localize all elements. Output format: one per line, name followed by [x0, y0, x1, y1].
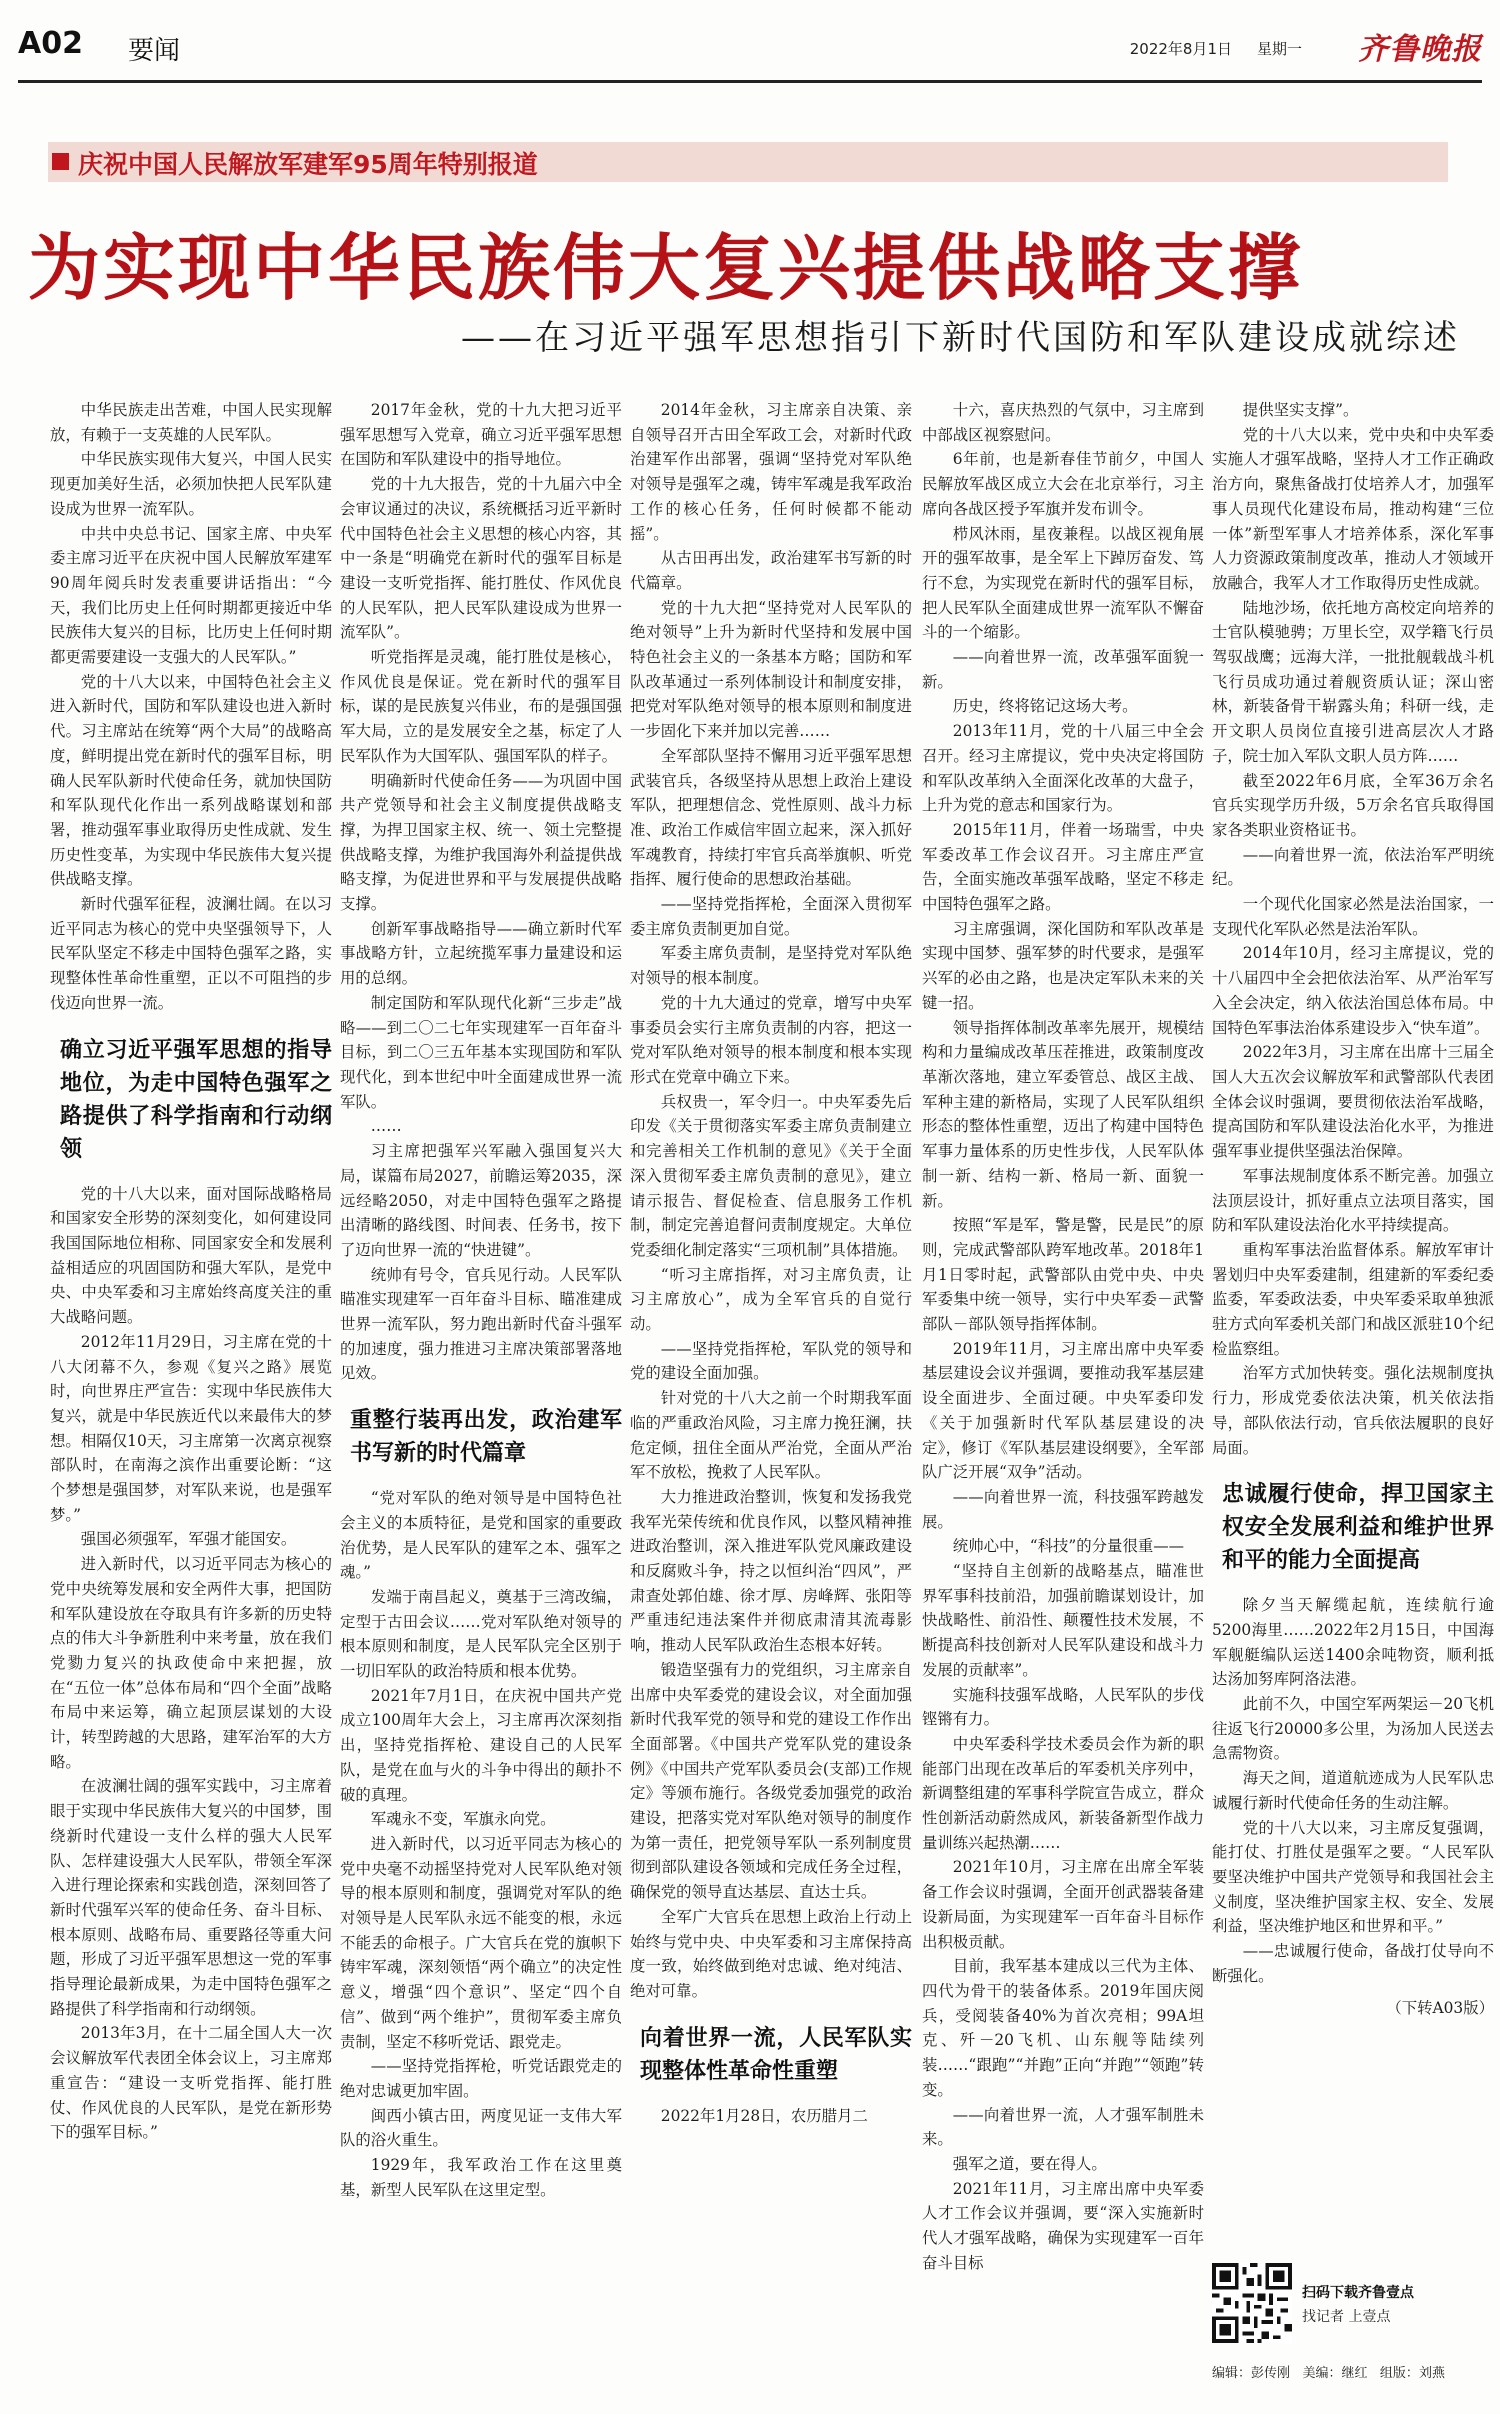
issue-date: 2022年8月1日 [1129, 40, 1232, 58]
section-heading: 向着世界一流，人民军队实现整体性革命性重塑 [640, 2024, 912, 2084]
paragraph: ——向着世界一流，改革强军面貌一新。 [922, 648, 1204, 691]
paragraph: 1929年，我军政治工作在这里奠基，新型人民军队在这里定型。 [340, 2156, 622, 2199]
paragraph: 2019年11月，习主席出席中央军委基层建设会议并强调，要推动我军基层建设全面进步、全面过硬。中央军委印发《关于加强新时代军队基层建设的决定》，修订《军队基层建设纲要》，全军部队广泛开展“双争”活动。 [922, 1339, 1204, 1482]
paragraph: 2017年金秋，党的十九大把习近平强军思想写入党章，确立习近平强军思想在国防和军队建设中的指导地位。 [340, 401, 622, 469]
paragraph: 全军部队坚持不懈用习近平强军思想武装官兵，各级坚持从思想上政治上建设军队，把理想信念、党性原则、战斗力标准、政治工作威信牢固立起来，深入抓好军魂教育，持续打牢官兵高举旗帜、听党指挥、履行使命的思想政治基础。 [630, 746, 912, 889]
paragraph: 中央军委科学技术委员会作为新的职能部门出现在改革后的军委机关序列中，新调整组建的军事科学院宣告成立，群众性创新活动蔚然成风，新装备新型作战力量训练兴起热潮…… [922, 1734, 1204, 1852]
paragraph: 党的十八大以来，党中央和中央军委实施人才强军战略，坚持人才工作正确政治方向，聚焦备战打仗培养人才，加强军事人员现代化建设布局，推动构建“三位一体”新型军事人才培养体系，深化军事人力资源政策制度改革，推动人才领域开放融合，我军人才工作取得历史性成就。 [1212, 425, 1494, 592]
paragraph: 创新军事战略指导——确立新时代军事战略方针，立起统揽军事力量建设和运用的总纲。 [340, 919, 622, 988]
paragraph: ——向着世界一流，科技强军跨越发展。 [922, 1487, 1204, 1531]
paragraph: 2013年11月，党的十八届三中全会召开。经习主席提议，党中央决定将国防和军队改革纳入全面深化改革的大盘子，上升为党的意志和国家行为。 [922, 722, 1204, 815]
paragraph: ——坚持党指挥枪，军队党的领导和党的建设全面加强。 [630, 1339, 912, 1383]
designer-label: 美编 [1302, 2366, 1329, 2381]
layout-name: 刘燕 [1418, 2366, 1445, 2381]
paragraph: 一个现代化国家必然是法治国家，一支现代化军队必然是法治军队。 [1212, 895, 1494, 938]
paragraph: 2021年11月，习主席出席中央军委人才工作会议并强调，要“深入实施新时代人才强军战略，确保为实现建军一百年奋斗目标 [922, 2179, 1204, 2272]
paragraph: “坚持自主创新的战略基点，瞄准世界军事科技前沿，加强前瞻谋划设计，加快战略性、前沿性、颠覆性技术发展，不断提高科技创新对人民军队建设和战斗力发展的贡献率”。 [922, 1562, 1204, 1679]
special-report-banner [48, 142, 1448, 182]
paragraph: 军委主席负责制，是坚持党对军队绝对领导的根本制度。 [630, 944, 912, 988]
paragraph: 除夕当天解缆起航，连续航行逾5200海里……2022年2月15日，中国海军舰艇编队运送1400余吨物资，顺利抵达汤加努库阿洛法港。 [1212, 1596, 1494, 1689]
paragraph: 实施科技强军战略，人民军队的步伐铿锵有力。 [922, 1685, 1204, 1729]
masthead-rule [18, 80, 1482, 83]
paragraph: 陆地沙场，依托地方高校定向培养的士官队模驰骋；万里长空，双学籍飞行员驾驭战鹰；远海大洋，一批批舰载战斗机飞行员成功通过着舰资质认证；深山密林，新装备骨干崭露头角；科研一线，走开文职人员岗位直接引进高层次人才路子，院士加入军队文职人员方阵…… [1212, 598, 1494, 765]
paragraph: ——坚持党指挥枪，全面深入贯彻军委主席负责制更加自觉。 [630, 895, 912, 938]
article-column-1 [50, 398, 332, 2145]
main-headline: 为实现中华民族伟大复兴提供战略支撑 [28, 225, 1304, 310]
paragraph: 2021年10月，习主席在出席全军装备工作会议时强调，全面开创武器装备建设新局面，为实现建军一百年奋斗目标作出积极贡献。 [922, 1858, 1204, 1951]
section-name: 要闻 [128, 36, 181, 66]
masthead [18, 20, 1482, 84]
paragraph: “听习主席指挥，对习主席负责，让习主席放心”，成为全军官兵的自觉行动。 [630, 1265, 912, 1334]
paragraph: 党的十八大以来，习主席反复强调，能打仗、打胜仗是强军之要。“人民军队要坚决维护中国共产党领导和我国社会主义制度，坚决维护国家主权、安全、发展利益，坚决维护地区和世界和平。” [1212, 1818, 1494, 1936]
paragraph: ——忠诚履行使命，备战打仗导向不断强化。 [1212, 1942, 1494, 1985]
paragraph: 治军方式加快转变。强化法规制度执行力，形成党委依法决策，机关依法指导，部队依法行动，官兵依法履职的良好局面。 [1212, 1364, 1494, 1457]
paragraph: 十六，喜庆热烈的气氛中，习主席到中部战区视察慰问。 [922, 401, 1204, 444]
paragraph: 2021年7月1日，在庆祝中国共产党成立100周年大会上，习主席再次深刻指出，坚持党指挥枪、建设自己的人民军队，是党在血与火的斗争中得出的颠扑不破的真理。 [340, 1686, 622, 1804]
paragraph: 中华民族走出苦难，中国人民实现解放，有赖于一支英雄的人民军队。 [50, 401, 332, 444]
paragraph: 中华民族实现伟大复兴，中国人民实现更加美好生活，必须加快把人民军队建设成为世界一流军队。 [50, 450, 332, 518]
paragraph: …… [370, 1117, 402, 1136]
qr-subcaption: 找记者 上壹点 [1302, 2309, 1391, 2325]
paragraph: 习主席强调，深化国防和军队改革是实现中国梦、强军梦的时代要求，是强军兴军的必由之路，也是决定军队未来的关键一招。 [922, 919, 1204, 1012]
sub-headline: ——在习近平强军思想指引下新时代国防和军队建设成就综述 [461, 318, 1460, 358]
paragraph: 发端于南昌起义，奠基于三湾改编，定型于古田会议……党对军队绝对领导的根本原则和制度，是人民军队完全区别于一切旧军队的政治特质和根本优势。 [340, 1587, 622, 1681]
paragraph: 2015年11月，伴着一场瑞雪，中央军委改革工作会议召开。习主席庄严宣告，全面实施改革强军战略，坚定不移走中国特色强军之路。 [922, 820, 1204, 914]
paragraph: 统帅有号令，官兵见行动。人民军队瞄准实现建军一百年奋斗目标、瞄准建成世界一流军队，努力跑出新时代奋斗强军的加速度，强力推进习主席决策部署落地见效。 [340, 1265, 622, 1383]
article-column-3 [630, 398, 912, 2128]
paragraph: 2014年金秋，习主席亲自决策、亲自领导召开古田全军政工会，对新时代政治建军作出部署，强调“坚持党对军队绝对领导是强军之魂，铸牢军魂是我军政治工作的核心任务，任何时候都不能动摇”。 [630, 401, 912, 543]
paragraph: 此前不久，中国空军两架运－20飞机往返飞行20000多公里，为汤加人民送去急需物资。 [1212, 1695, 1494, 1763]
paragraph: 兵权贵一，军令归一。中央军委先后印发《关于贯彻落实军委主席负责制建立和完善相关工作机制的意见》《关于全面深入贯彻军委主席负责制的意见》，建立请示报告、督促检查、信息服务工作机制，制定完善追督问责制度规定。大单位党委细化制定落实“三项机制”具体措施。 [630, 1092, 912, 1259]
paragraph: 锻造坚强有力的党组织，习主席亲自出席中央军委党的建设会议，对全面加强新时代我军党的领导和党的建设工作作出全面部署。《中国共产党军队党的建设条例》《中国共产党军队委员会(支部)工作规定》等颁布施行。各级党委加强党的政治建设，把落实党对军队绝对领导的制度作为第一责任，把党领导军队一系列制度贯彻到部队建设各领域和完成任务全过程，确保党的领导直达基层、直达士兵。 [630, 1660, 912, 1902]
paragraph: 党的十八大以来，面对国际战略格局和国家安全形势的深刻变化，如何建设同我国国际地位相称、同国家安全和发展利益相适应的巩固国防和强大军队，是党中央、中央军委和习主席始终高度关注的重大战略问题。 [50, 1184, 332, 1327]
paragraph: ——向着世界一流，依法治军严明统纪。 [1212, 845, 1494, 889]
banner-square-icon [52, 153, 69, 170]
paragraph: 明确新时代使命任务——为巩固中国共产党领导和社会主义制度提供战略支撑，为捍卫国家主权、统一、领土完整提供战略支撑，为维护我国海外利益提供战略支撑，为促进世界和平与发展提供战略支撑。 [340, 771, 622, 914]
paragraph: 军魂永不变，军旗永向党。 [370, 1810, 556, 1829]
paragraph: 中共中央总书记、国家主席、中央军委主席习近平在庆祝中国人民解放军建军90周年阅兵时发表重要讲话指出：“今天，我们比历史上任何时期都更接近中华民族伟大复兴的目标，比历史上任何时期都更需要建设一支强大的人民军队。” [50, 524, 332, 667]
section-heading: 忠诚履行使命，捍卫国家主权安全发展利益和维护世界和平的能力全面提高 [1222, 1481, 1494, 1574]
paragraph: 2022年1月28日，农历腊月二 [660, 2106, 868, 2125]
paragraph: 从古田再出发，政治建军书写新的时代篇章。 [630, 549, 912, 592]
article-column-4 [922, 398, 1204, 2275]
continued-notice: （下转A03版） [1386, 1999, 1494, 2018]
paragraph: 栉风沐雨，星夜兼程。以战区视角展开的强军故事，是全军上下踔厉奋发、笃行不怠，为实现党在新时代的强军目标，把人民军队全面建成世界一流军队不懈奋斗的一个缩影。 [922, 524, 1204, 642]
layout-label: 组版 [1379, 2366, 1406, 2381]
paragraph: “党对军队的绝对领导是中国特色社会主义的本质特征，是党和国家的重要政治优势，是人民军队的建军之本、强军之魂。” [340, 1489, 622, 1582]
section-heading: 确立习近平强军思想的指导地位，为走中国特色强军之路提供了科学指南和行动纲领 [60, 1036, 332, 1162]
paragraph: 统帅心中，“科技”的分量很重—— [952, 1537, 1185, 1556]
editor-name: 彭传刚 [1251, 2366, 1291, 2381]
qr-code-icon[interactable] [1212, 2263, 1292, 2343]
paragraph: 听党指挥是灵魂，能打胜仗是核心，作风优良是保证。党在新时代的强军目标，谋的是民族复兴伟业，布的是强国强军大局，立的是发展安全之基，标定了人民军队作为大国军队、强国军队的样子。 [340, 648, 622, 765]
paragraph: 在波澜壮阔的强军实践中，习主席着眼于实现中华民族伟大复兴的中国梦，围绕新时代建设一支什么样的强大人民军队、怎样建设强大人民军队，带领全军深入进行理论探索和实践创造，深刻回答了新时代强军兴军的使命任务、奋斗目标、根本原则、战略布局、重要路径等重大问题，形成了习近平强军思想这一党的军事指导理论最新成果，为走中国特色强军之路提供了科学指南和行动纲领。 [50, 1777, 332, 2018]
paragraph: 进入新时代，以习近平同志为核心的党中央统筹发展和安全两件大事，把国防和军队建设放在夺取具有许多新的历史特点的伟大斗争新胜利中来考量，放在我们党勠力复兴的执政使命中来把握，放在“五位一体”总体布局和“四个全面”战略布局中来运筹，确立起顶层谋划的大设计，转型跨越的大思路，建军治军的大方略。 [50, 1555, 332, 1771]
paragraph: 习主席把强军兴军融入强国复兴大局，谋篇布局2027，前瞻运筹2035，深远经略2050，对走中国特色强军之路提出清晰的路线图、时间表、任务书，按下了迈向世界一流的“快进键”。 [340, 1142, 622, 1259]
paragraph: 新时代强军征程，波澜壮阔。在以习近平同志为核心的党中央坚强领导下，人民军队坚定不移走中国特色强军之路，实现整体性革命性重塑，正以不可阻挡的步伐迈向世界一流。 [50, 895, 332, 1012]
paragraph: 重构军事法治监督体系。解放军审计署划归中央军委建制，组建新的军委纪委监委，军委政法委，中央军委采取单独派驻方式向军委机关部门和战区派驻10个纪检监察组。 [1212, 1240, 1494, 1358]
article-column-5 [1212, 398, 1494, 2021]
paragraph: 强军之道，要在得人。 [952, 2154, 1107, 2173]
newspaper-logo: 齐鲁晚报 [1358, 32, 1482, 67]
qr-caption: 扫码下载齐鲁壹点 [1302, 2285, 1414, 2301]
paragraph: 闽西小镇古田，两度见证一支伟大军队的浴火重生。 [340, 2106, 622, 2150]
paragraph: 党的十九大把“坚持党对人民军队的绝对领导”上升为新时代坚持和发展中国特色社会主义的一条基本方略；国防和军队改革通过一系列体制设计和制度安排，把党对军队绝对领导的根本原则和制度进一步固化下来并加以完善…… [630, 598, 912, 741]
paragraph: 军事法规制度体系不断完善。加强立法顶层设计，抓好重点立法项目落实，国防和军队建设法治化水平持续提高。 [1212, 1166, 1494, 1235]
paragraph: 2022年3月，习主席在出席十三届全国人大五次会议解放军和武警部队代表团全体会议时强调，要贯彻依法治军战略，提高国防和军队建设法治化水平，为推进强军事业提供坚强法治保障。 [1212, 1043, 1494, 1161]
issue-weekday: 星期一 [1256, 40, 1302, 58]
paragraph: ——坚持党指挥枪，听党话跟党走的绝对忠诚更加牢固。 [340, 2057, 622, 2100]
editorial-credits: 编辑：彭传刚 美编：继红 组版：刘燕 [1212, 2366, 1445, 2381]
paragraph: 党的十八大以来，中国特色社会主义进入新时代，国防和军队建设也进入新时代。习主席站在统筹“两个大局”的战略高度，鲜明提出党在新时代的强军目标，明确人民军队新时代使命任务，就加快国防和军队现代化作出一系列战略谋划和部署，推动强军事业取得历史性成就、发生历史性变革，为实现中华民族伟大复兴提供战略支撑。 [50, 672, 332, 889]
page-number: A02 [18, 26, 83, 61]
paragraph: 强国必须强军，军强才能国安。 [80, 1530, 297, 1549]
paragraph: 领导指挥体制改革率先展开，规模结构和力量编成改革压茬推进，政策制度改革渐次落地，建立军委管总、战区主战、军种主建的新格局，实现了人民军队组织形态的整体性重塑，迈出了构建中国特色军事力量体系的历史性步伐，人民军队体制一新、结构一新、格局一新、面貌一新。 [922, 1018, 1204, 1210]
editor-label: 编辑 [1212, 2366, 1239, 2381]
paragraph: 党的十九大报告，党的十九届六中全会审议通过的决议，系统概括习近平新时代中国特色社会主义思想的核心内容，其中一条是“明确党在新时代的强军目标是建设一支听党指挥、能打胜仗、作风优良的人民军队，把人民军队建设成为世界一流军队”。 [340, 475, 622, 642]
designer-name: 继红 [1341, 2366, 1368, 2381]
paragraph: 2013年3月，在十二届全国人大一次会议解放军代表团全体会议上，习主席郑重宣告：“建设一支听党指挥、能打胜仗、作风优良的人民军队，是党在新形势下的强军目标。” [50, 2024, 332, 2142]
banner-text: 庆祝中国人民解放军建军95周年特别报道 [78, 150, 538, 179]
paragraph: ——向着世界一流，人才强军制胜未来。 [922, 2105, 1204, 2149]
paragraph: 提供坚实支撑”。 [1242, 401, 1359, 419]
paragraph: 针对党的十八大之前一个时期我军面临的严重政治风险，习主席力挽狂澜，扶危定倾，扭住全面从严治党，全面从严治军不放松，挽救了人民军队。 [630, 1389, 912, 1482]
section-heading: 重整行装再出发，政治建军书写新的时代篇章 [350, 1407, 622, 1467]
paragraph: 进入新时代，以习近平同志为核心的党中央毫不动摇坚持党对人民军队绝对领导的根本原则和制度，强调党对军队的绝对领导是人民军队永远不能变的根，永远不能丢的命根子。广大官兵在党的旗帜下铸牢军魂，深刻领悟“两个确立”的决定性意义，增强“四个意识”、坚定“四个自信”、做到“两个维护”，贯彻军委主席负责制，坚定不移听党话、跟党走。 [340, 1834, 622, 2051]
paragraph: 党的十九大通过的党章，增写中央军事委员会实行主席负责制的内容，把这一党对军队绝对领导的根本制度和根本实现形式在党章中确立下来。 [630, 993, 912, 1086]
paragraph: 海天之间，道道航迹成为人民军队忠诚履行新时代使命任务的生动注解。 [1212, 1769, 1494, 1812]
paragraph: 历史，终将铭记这场大考。 [952, 697, 1138, 716]
paragraph: 大力推进政治整训，恢复和发扬我党我军光荣传统和优良作风，以整风精神推进政治整训，深入推进军队党风廉政建设和反腐败斗争，持之以恒纠治“四风”，严肃查处郭伯雄、徐才厚、房峰辉、张阳等严重违纪违法案件并彻底肃清其流毒影响，推动人民军队政治生态根本好转。 [630, 1487, 912, 1655]
article-column-2 [340, 398, 622, 2203]
paragraph: 全军广大官兵在思想上政治上行动上始终与党中央、中央军委和习主席保持高度一致，始终做到绝对忠诚、绝对纯洁、绝对可靠。 [630, 1907, 912, 2000]
paragraph: 6年前，也是新春佳节前夕，中国人民解放军战区成立大会在北京举行，习主席向各战区授予军旗并发布训令。 [922, 450, 1204, 518]
paragraph: 按照“军是军，警是警，民是民”的原则，完成武警部队跨军地改革。2018年1月1日零时起，武警部队由党中央、中央军委集中统一领导，实行中央军委－武警部队－部队领导指挥体制。 [922, 1216, 1204, 1334]
paragraph: 目前，我军基本建成以三代为主体、四代为骨干的装备体系。2019年国庆阅兵，受阅装备40%为首次亮相；99A坦克、歼－20飞机、山东舰等陆续列装……“跟跑”“并跑”正向“并跑”“领跑”转变。 [922, 1957, 1204, 2099]
paragraph: 制定国防和军队现代化新“三步走”战略——到二〇二七年实现建军一百年奋斗目标，到二〇三五年基本实现国防和军队现代化，到本世纪中叶全面建成世界一流军队。 [340, 993, 622, 1111]
paragraph: 截至2022年6月底，全军36万余名官兵实现学历升级，5万余名官兵取得国家各类职业资格证书。 [1212, 771, 1494, 839]
paragraph: 2014年10月，经习主席提议，党的十八届四中全会把依法治军、从严治军写入全会决定，纳入依法治国总体布局。中国特色军事法治体系建设步入“快车道”。 [1212, 944, 1494, 1037]
paragraph: 2012年11月29日，习主席在党的十八大闭幕不久，参观《复兴之路》展览时，向世界庄严宣告：实现中华民族伟大复兴，就是中华民族近代以来最伟大的梦想。相隔仅10天，习主席第一次离京视察部队时，在南海之滨作出重要论断：“这个梦想是强国梦，对军队来说，也是强军梦。” [50, 1332, 332, 1524]
